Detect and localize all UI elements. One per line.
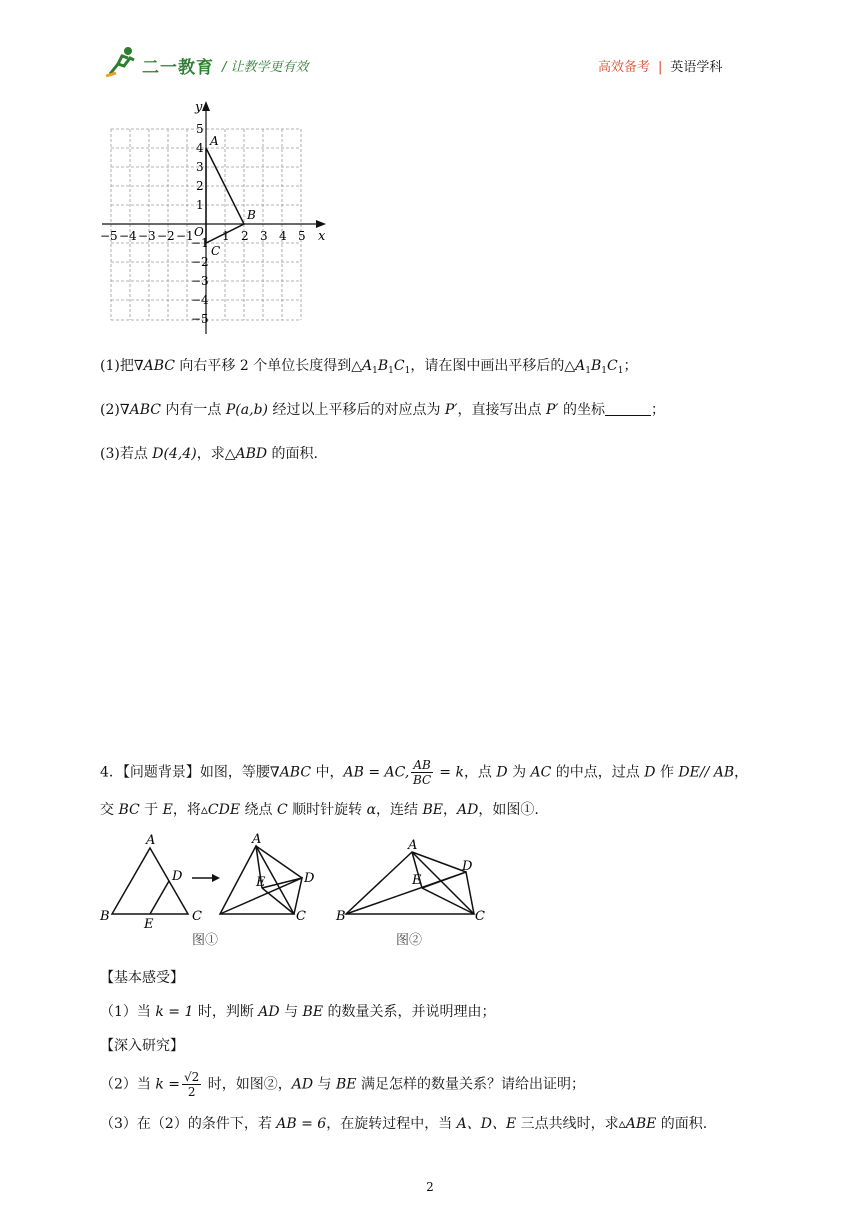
svg-text:C: C [475,909,485,924]
x-tick: −1 [176,229,194,243]
svg-text:E: E [412,873,422,888]
header-tag-subject: 英语学科 [670,60,723,75]
y-tick: 1 [196,198,204,212]
svg-text:D: D [172,869,183,884]
q4-line2: 交 BC 于 E，将▵CDE 绕点 C 顺时针旋转 α，连结 BE，AD，如图①. [100,802,539,818]
svg-text:A: A [146,833,156,848]
fraction-sqrt2-over-2: $\frac{√2}{2}$ [184,1070,200,1099]
x-tick: −4 [119,229,137,243]
x-axis-label: x [318,229,326,244]
y-tick: −3 [191,274,209,288]
q4-sub1: （1）当 k = 1 时，判断 AD 与 BE 的数量关系，并说明理由； [100,1004,496,1020]
x-tick: −3 [138,229,156,243]
q3-part3: (3)若点 D(4,4)，求△ABD 的面积. [100,446,319,462]
page-number: 2 [426,1180,434,1194]
svg-text:C: C [296,909,306,924]
y-tick: −2 [191,255,209,269]
brand-name: 二一教育 [142,58,214,78]
y-tick: −1 [191,236,209,250]
svg-text:E: E [256,875,266,890]
slogan: / 让教学更有效 [222,60,309,75]
answer-blank[interactable] [605,401,651,416]
point-label-b: B [247,208,256,222]
heading-deep: 【深入研究】 [100,1038,184,1054]
figure-caption-2: 图② [396,933,423,948]
svg-text:D: D [304,871,315,886]
fig2-lines [346,852,474,914]
header-tag-exam: 高效备考 [598,60,651,75]
q4-figures [96,832,496,950]
x-arrow-icon [316,220,326,228]
y-arrow-icon [202,101,210,111]
header-separator: | [658,60,663,75]
q3-part2: (2)∇ABC 内有一点 P(a,b) 经过以上平移后的对应点为 P′，直接写出点 P′ 的坐标 ； [100,402,666,418]
y-tick: 2 [196,179,204,193]
svg-text:C: C [192,909,202,924]
point-label-c: C [211,244,221,258]
q3-part1: (1)把∇ABC 向右平移 2 个单位长度得到$\triangle A_1B_1C_1$，请在图中画出平移后的$\triangle A_1B_1C_1$； [100,358,638,376]
x-tick: −2 [157,229,175,243]
q4-line1: 4．【问题背景】如图，等腰∇ABC 中，AB = AC, $\frac{AB}{BC}$ = k，点 D 为 AC 的中点，过点 D 作 DE// AB， [100,758,749,787]
fraction-ab-bc: $\frac{AB}{BC}$ [412,758,432,787]
q4-sub2: （2）当 k = $\frac{√2}{2}$ 时，如图②，AD 与 BE 满足怎样的数量关系？请给出证明； [100,1070,585,1099]
x-tick: 4 [279,229,287,243]
x-tick: 3 [260,229,268,243]
y-tick: −5 [191,312,209,326]
arrow-head-icon [212,874,220,882]
runner-logo-icon [104,46,140,78]
figure-caption-1: 图① [192,933,219,948]
heading-basic: 【基本感受】 [100,970,184,986]
y-tick: 5 [196,122,204,136]
svg-text:A: A [252,832,262,847]
fig1-de-segment [150,881,169,914]
x-tick: 5 [298,229,306,243]
x-tick: −5 [100,229,118,243]
svg-text:B: B [336,909,346,924]
x-tick: 2 [241,229,249,243]
y-tick: 3 [196,160,204,174]
y-tick: 4 [196,141,204,155]
y-tick: −4 [191,293,209,307]
header-tags [598,56,722,75]
svg-text:A: A [408,838,418,853]
y-axis-label: y [195,100,203,115]
x-tick: 1 [222,229,230,243]
svg-text:E: E [144,917,154,932]
point-label-a: A [210,134,219,148]
origin-label: O [194,225,204,239]
svg-text:D: D [462,859,473,874]
coordinate-figure [96,98,336,340]
page-header [0,0,860,90]
svg-text:B: B [100,909,110,924]
q4-sub3: （3）在（2）的条件下，若 AB = 6，在旋转过程中，当 A、D、E 三点共线时，求▵ABE 的面积. [100,1116,708,1132]
